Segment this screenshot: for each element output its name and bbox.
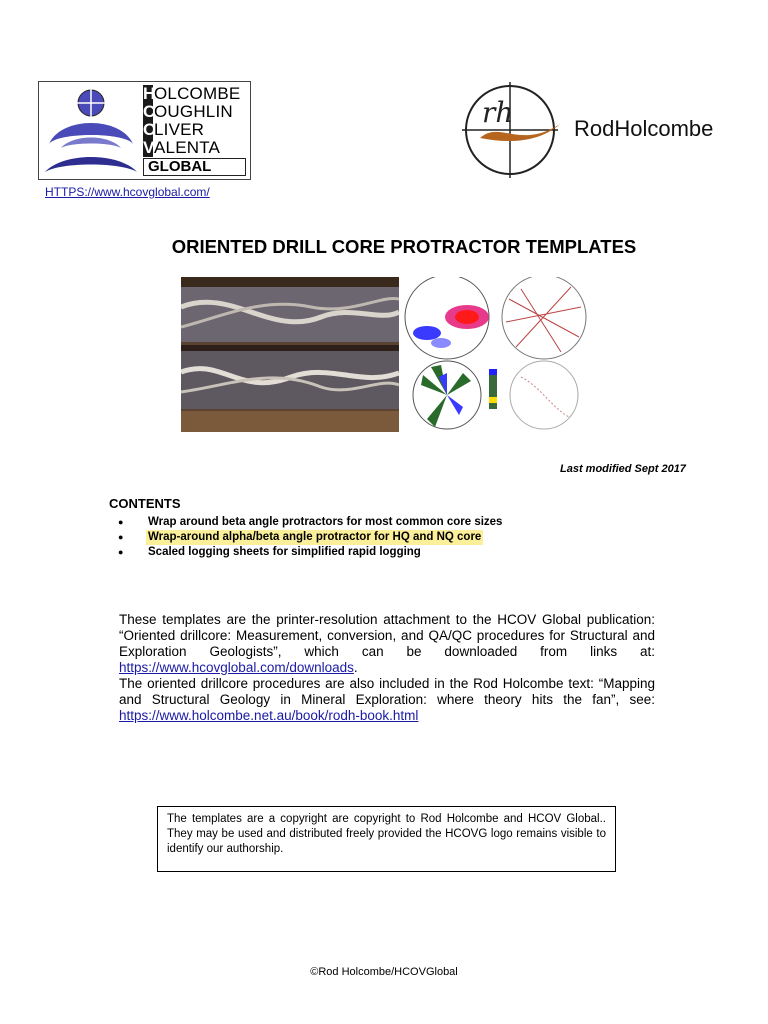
copyright-notice-box: The templates are a copyright are copyright to Rod Holcombe and HCOV Global.. They may be used and distributed freely provided the HCOVG logo remains visible to identify our authorship. [157, 806, 616, 872]
hcov-row-o: OLIVER [143, 120, 205, 139]
rodholcombe-logo [460, 80, 750, 180]
stereonet-figures [401, 277, 591, 432]
hcov-logo [38, 81, 251, 180]
contents-list [118, 515, 578, 560]
hcov-name-rows [143, 85, 249, 157]
hcov-row-h: HOLCOMBE [143, 84, 241, 103]
body-text [119, 612, 655, 724]
bullet-icon: ● [118, 532, 124, 542]
hcov-site-link[interactable]: HTTPS://www.hcovglobal.com/ [45, 185, 210, 199]
rh-monogram-icon [460, 80, 570, 180]
downloads-link[interactable]: https://www.hcovglobal.com/downloads [119, 660, 354, 675]
bullet-icon: ● [118, 547, 124, 557]
hcov-row-c: COUGHLIN [143, 102, 233, 121]
page-footer: ©Rod Holcombe/HCOVGlobal [310, 966, 458, 978]
contents-heading: CONTENTS [109, 496, 181, 511]
hcov-global-label: GLOBAL [143, 158, 246, 176]
paragraph-2: The oriented drillcore procedures are also included in the Rod Holcombe text: “Mapping and Structural Geology in Mineral Exploration: where theory hits the fan”, see: https://www.holcombe.net.au/book/rodh-book.html [119, 676, 655, 723]
rodholcombe-name: RodHolcombe [574, 116, 714, 141]
list-item: ● Wrap around beta angle protractors for most common core sizes [118, 516, 503, 528]
svg-text:rh: rh [482, 96, 514, 129]
page-title: ORIENTED DRILL CORE PROTRACTOR TEMPLATES [171, 236, 637, 257]
hcov-figure-icon [41, 86, 141, 176]
hcov-row-v: VALENTA [143, 138, 221, 157]
last-modified-note: Last modified Sept 2017 [560, 463, 686, 475]
paragraph-1: These templates are the printer-resolution attachment to the HCOV Global publication: “Oriented drillcore: Measurement, conversion, and QA/QC procedures for Structural and Exploration Geologists”, which can be downloaded from links at: https://www.hcovglobal.com/downloads. [119, 612, 655, 675]
book-link[interactable]: https://www.holcombe.net.au/book/rodh-book.html [119, 708, 419, 723]
bullet-icon: ● [118, 517, 124, 527]
drill-core-photo [181, 277, 399, 432]
list-item: ● Scaled logging sheets for simplified rapid logging [118, 546, 421, 558]
list-item [118, 530, 578, 545]
highlighted-item: Wrap-around alpha/beta angle protractor for HQ and NQ core [148, 531, 482, 543]
